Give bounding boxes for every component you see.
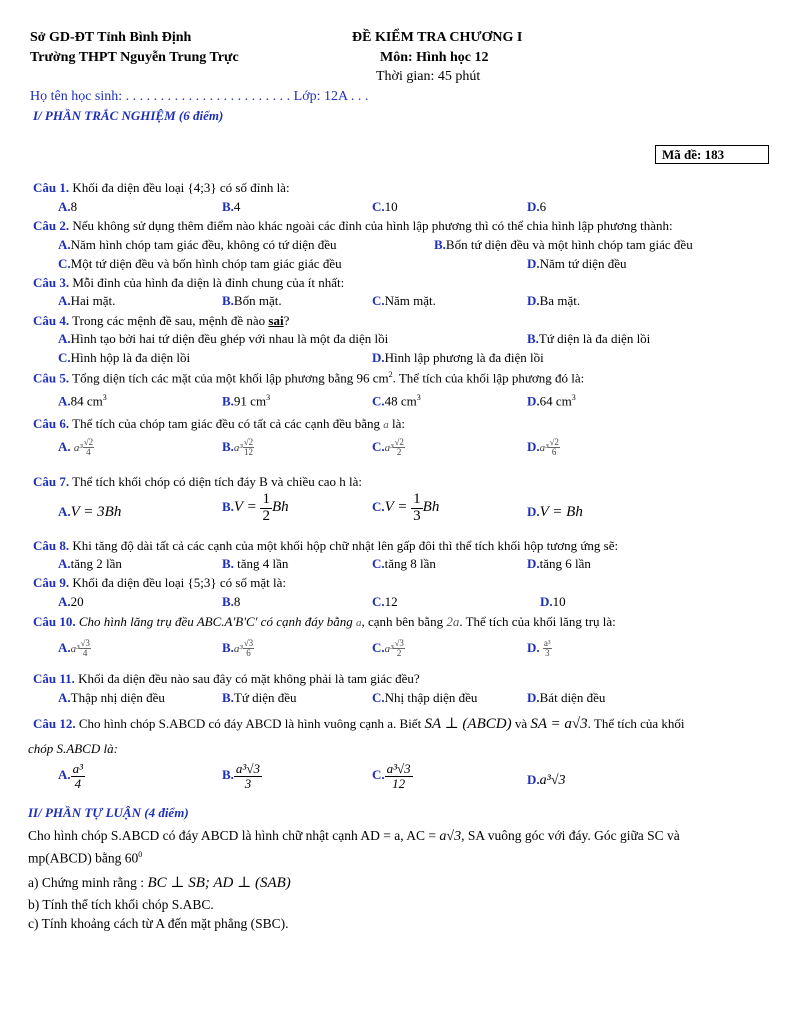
q7-option-b[interactable]: B.V = $\frac{1}{2}$ Bh — [222, 491, 289, 524]
exam-subject: Môn: Hình học 12 — [380, 50, 489, 65]
q3-option-d[interactable]: D.Ba mặt. — [527, 293, 581, 308]
essay-part-c: c) Tính khoảng cách từ A đến mặt phẳng (SBC). — [28, 916, 289, 931]
school-department: Sở GD-ĐT Tỉnh Bình Định — [30, 30, 192, 45]
question-6: Câu 6. Thể tích của chóp tam giác đều có tất cả các cạnh đều bằng a là: — [33, 416, 406, 431]
q10-option-a[interactable]: A.a³ $\frac{√3}{4}$ — [58, 638, 90, 659]
q11-option-a[interactable]: A.Thập nhị diện đều — [58, 690, 165, 705]
q5-option-d[interactable]: D.64 $cm^3$ — [527, 393, 576, 409]
q11-option-d[interactable]: D.Bát diện đều — [527, 690, 606, 705]
question-8: Câu 8. Khi tăng độ dài tất cả các cạnh của một khối hộp chữ nhật lên gấp đôi thì thể tích khối hộp tương ứng sẽ: — [33, 538, 619, 553]
q7-option-c[interactable]: C.V = $\frac{1}{3}$ Bh — [372, 491, 440, 524]
q4-option-d[interactable]: D.Hình lập phương là đa điện lồi — [372, 350, 544, 365]
question-11: Câu 11. Khối đa diện đều nào sau đây có mặt không phải là tam giác đều? — [33, 671, 420, 686]
q9-option-d[interactable]: D.10 — [540, 594, 566, 609]
question-10: Câu 10. Cho hình lăng trụ đều ABC.A'B'C' có cạnh đáy bằng a, cạnh bên bằng 2a. Thể tích của khối lăng trụ là: — [33, 614, 616, 629]
q12-option-d[interactable]: D.a³√3 — [527, 772, 566, 788]
q1-option-b[interactable]: B.4 — [222, 199, 241, 214]
student-info-line: Họ tên học sinh: . . . . . . . . . . . . . . . . . . . . . . . . Lớp: 12A . . . — [30, 89, 369, 104]
q1-option-d[interactable]: D.6 — [527, 199, 547, 214]
q2-option-d[interactable]: D.Năm tứ diện đều — [527, 256, 627, 271]
q12-option-a[interactable]: A. $\frac{\text{a³}}{4}$ — [58, 761, 84, 791]
school-name: Trường THPT Nguyễn Trung Trực — [30, 50, 239, 65]
q1-option-c[interactable]: C.10 — [372, 199, 398, 214]
q9-option-a[interactable]: A.20 — [58, 594, 84, 609]
essay-paragraph-line1: Cho hình chóp S.ABCD có đáy ABCD là hình chữ nhật cạnh AD = a, AC = a√3, SA vuông góc với đáy. Góc giữa SC và — [28, 828, 680, 844]
q5-option-c[interactable]: C.48 $cm^3$ — [372, 393, 421, 409]
q7-option-d[interactable]: D.V = Bh — [527, 504, 583, 520]
question-5: Câu 5. Tổng diện tích các mặt của một khối lập phương bằng 96 $cm^2$. Thể tích của khối lập phương đó là: — [33, 370, 585, 386]
q11-option-b[interactable]: B.Tứ diện đều — [222, 690, 297, 705]
q6-option-b[interactable]: B.a³ $\frac{√2}{12}$ — [222, 437, 254, 458]
q2-option-b[interactable]: B.Bốn tứ diện đều và một hình chóp tam giác đều — [434, 237, 693, 252]
question-3: Câu 3. Mỗi đỉnh của hình đa diện là đỉnh chung của ít nhất: — [33, 275, 345, 290]
section-1-title: I/ PHẦN TRẮC NGHIỆM (6 điểm) — [33, 108, 224, 123]
q12-option-b[interactable]: B. $\frac{\text{a³√3}}{3}$ — [222, 761, 260, 791]
section-2-title: II/ PHẦN TỰ LUẬN (4 điểm) — [28, 805, 189, 820]
q3-option-a[interactable]: A.Hai mặt. — [58, 293, 116, 308]
q11-option-c[interactable]: C.Nhị thập diện đều — [372, 690, 478, 705]
question-4: Câu 4. Trong các mệnh đề sau, mệnh đề nào sai? — [33, 313, 290, 328]
q4-option-c[interactable]: C.Hình hộp là đa diện lồi — [58, 350, 191, 365]
q9-option-b[interactable]: B.8 — [222, 594, 241, 609]
q12-option-c[interactable]: C. $\frac{\text{a³√3}}{12}$ — [372, 761, 411, 791]
essay-part-b: b) Tính thể tích khối chóp S.ABC. — [28, 897, 214, 912]
question-12-line2: chóp S.ABCD là: — [28, 741, 118, 756]
exam-title: ĐỀ KIỂM TRA CHƯƠNG I — [352, 30, 523, 45]
q7-option-a[interactable]: A.V = 3Bh — [58, 504, 122, 520]
question-7: Câu 7. Thể tích khối chóp có diện tích đáy B và chiều cao h là: — [33, 474, 363, 489]
q2-option-c[interactable]: C.Một tứ diện đều và bốn hình chóp tam giác giác đều — [58, 256, 342, 271]
q10-option-c[interactable]: C.a³ $\frac{√3}{2}$ — [372, 638, 404, 659]
q3-option-c[interactable]: C.Năm mặt. — [372, 293, 436, 308]
question-9: Câu 9. Khối đa diện đều loại {5;3} có số mặt là: — [33, 575, 286, 590]
question-1: Câu 1. Khối đa diện đều loại {4;3} có số đỉnh là: — [33, 180, 290, 195]
q8-option-c[interactable]: C.tăng 8 lần — [372, 556, 436, 571]
q8-option-b[interactable]: B. tăng 4 lần — [222, 556, 289, 571]
q2-option-a[interactable]: A.Năm hình chóp tam giác đều, không có tứ diện đều — [58, 237, 337, 252]
q6-option-a[interactable]: A. a³ $\frac{√2}{4}$ — [58, 437, 94, 458]
essay-part-a: a) Chứng minh rằng : BC ⊥ SB; AD ⊥ (SAB) — [28, 875, 291, 891]
q4-option-b[interactable]: B.Tứ diện là đa diện lồi — [527, 331, 651, 346]
q8-option-a[interactable]: A.tăng 2 lần — [58, 556, 122, 571]
q6-option-c[interactable]: C.a³ $\frac{√2}{2}$ — [372, 437, 404, 458]
q10-option-d[interactable]: D. $\frac{\text{a³}}{3}$ — [527, 638, 551, 659]
essay-paragraph-line2: mp(ABCD) bằng $60^0$ — [28, 850, 143, 866]
q3-option-b[interactable]: B.Bốn mặt. — [222, 293, 282, 308]
q9-option-c[interactable]: C.12 — [372, 594, 398, 609]
q1-option-a[interactable]: A.8 — [58, 199, 78, 214]
exam-code-box: Mã đề: 183 — [655, 145, 769, 164]
q5-option-a[interactable]: A.84 $cm^3$ — [58, 393, 107, 409]
q4-option-a[interactable]: A.Hình tạo bởi hai tứ diện đều ghép với nhau là một đa diện lồi — [58, 331, 389, 346]
q10-option-b[interactable]: B.a³ $\frac{√3}{6}$ — [222, 638, 254, 659]
question-12: Câu 12. Cho hình chóp S.ABCD có đáy ABCD là hình vuông cạnh a. Biết SA ⊥ (ABCD) và SA = a√3. Thể tích của khối — [33, 716, 685, 732]
question-2: Câu 2. Nếu không sử dụng thêm điểm nào khác ngoài các đỉnh của hình lập phương thì có thể chia hình lập phương thành: — [33, 218, 673, 233]
q5-option-b[interactable]: B.91 $cm^3$ — [222, 393, 271, 409]
q6-option-d[interactable]: D.a³ $\frac{√2}{6}$ — [527, 437, 559, 458]
exam-time: Thời gian: 45 phút — [376, 69, 481, 84]
q8-option-d[interactable]: D.tăng 6 lần — [527, 556, 591, 571]
